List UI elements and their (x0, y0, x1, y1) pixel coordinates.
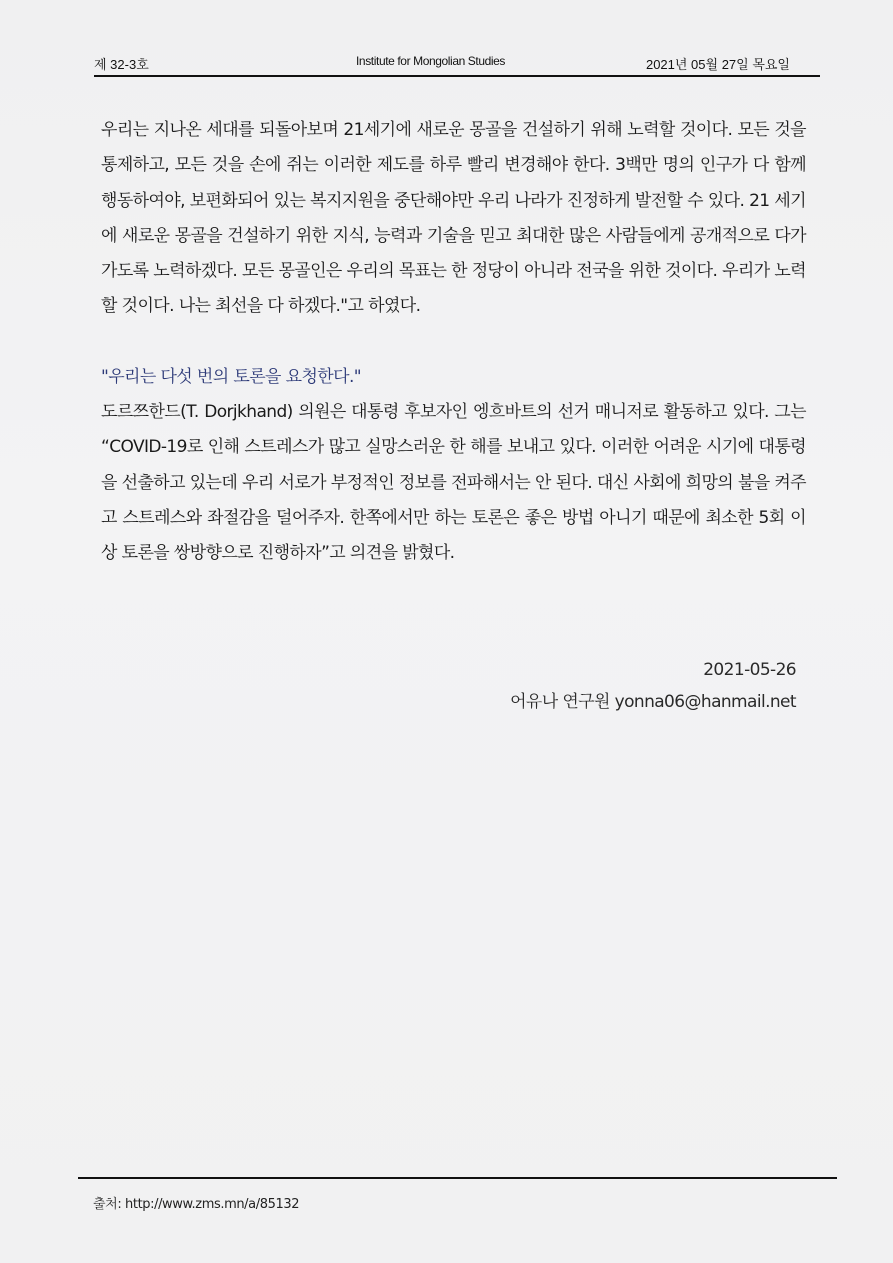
body-paragraph-1: 우리는 지나온 세대를 되돌아보며 21세기에 새로운 몽골을 건설하기 위해 노력할 것이다. 모든 것을 통제하고, 모든 것을 손에 쥐는 이러한 제도를 하루 빨리 변경해야 한다. 3백만 명의 인구가 다 함께 행동하여야, 보편화되어 있는 복지지원을 중단해야만 우리 나라가 진정하게 발전할 수 있다. 21 세기에 새로운 몽골을 건설하기 위한 지식, 능력과 기술을 믿고 최대한 많은 사람들에게 공개적으로 다가가도록 노력하겠다. 모든 몽골인은 우리의 목표는 한 정당이 아니라 전국을 위한 것이다. 우리가 노력할 것이다. 나는 최선을 다 하겠다."고 하였다. (101, 120, 806, 317)
signature-date: 2021-05-26 (703, 660, 796, 680)
header-divider (94, 75, 820, 77)
section-subheading: "우리는 다섯 번의 토론을 요청한다." (101, 366, 361, 387)
source-footer: 출처: http://www.zms.mn/a/85132 (93, 1197, 300, 1212)
body-paragraph-2: 도르쯔한드(T. Dorjkhand) 의원은 대통령 후보자인 엥흐바트의 선거 매니저로 활동하고 있다. 그는 “COVID-19로 인해 스트레스가 많고 실망스러운 한 해를 보내고 있다. 이러한 어려운 시기에 대통령을 선출하고 있는데 우리 서로가 부정적인 정보를 전파해서는 안 된다. 대신 사회에 희망의 불을 켜주고 스트레스와 좌절감을 덜어주자. 한쪽에서만 하는 토론은 좋은 방법 아니기 때문에 최소한 5회 이상 토론을 쌍방향으로 진행하자”고 의견을 밝혔다. (101, 402, 806, 564)
signature-block (510, 654, 796, 718)
page-header (94, 54, 820, 74)
footer-divider (78, 1177, 837, 1179)
article-body (101, 113, 806, 572)
signature-author: 어유나 연구원 yonna06@hanmail.net (510, 692, 796, 712)
institute-name: Institute for Mongolian Studies (356, 54, 506, 68)
issue-number: 제 32-3호 (94, 57, 149, 72)
publication-date: 2021년 05월 27일 목요일 (645, 57, 790, 72)
